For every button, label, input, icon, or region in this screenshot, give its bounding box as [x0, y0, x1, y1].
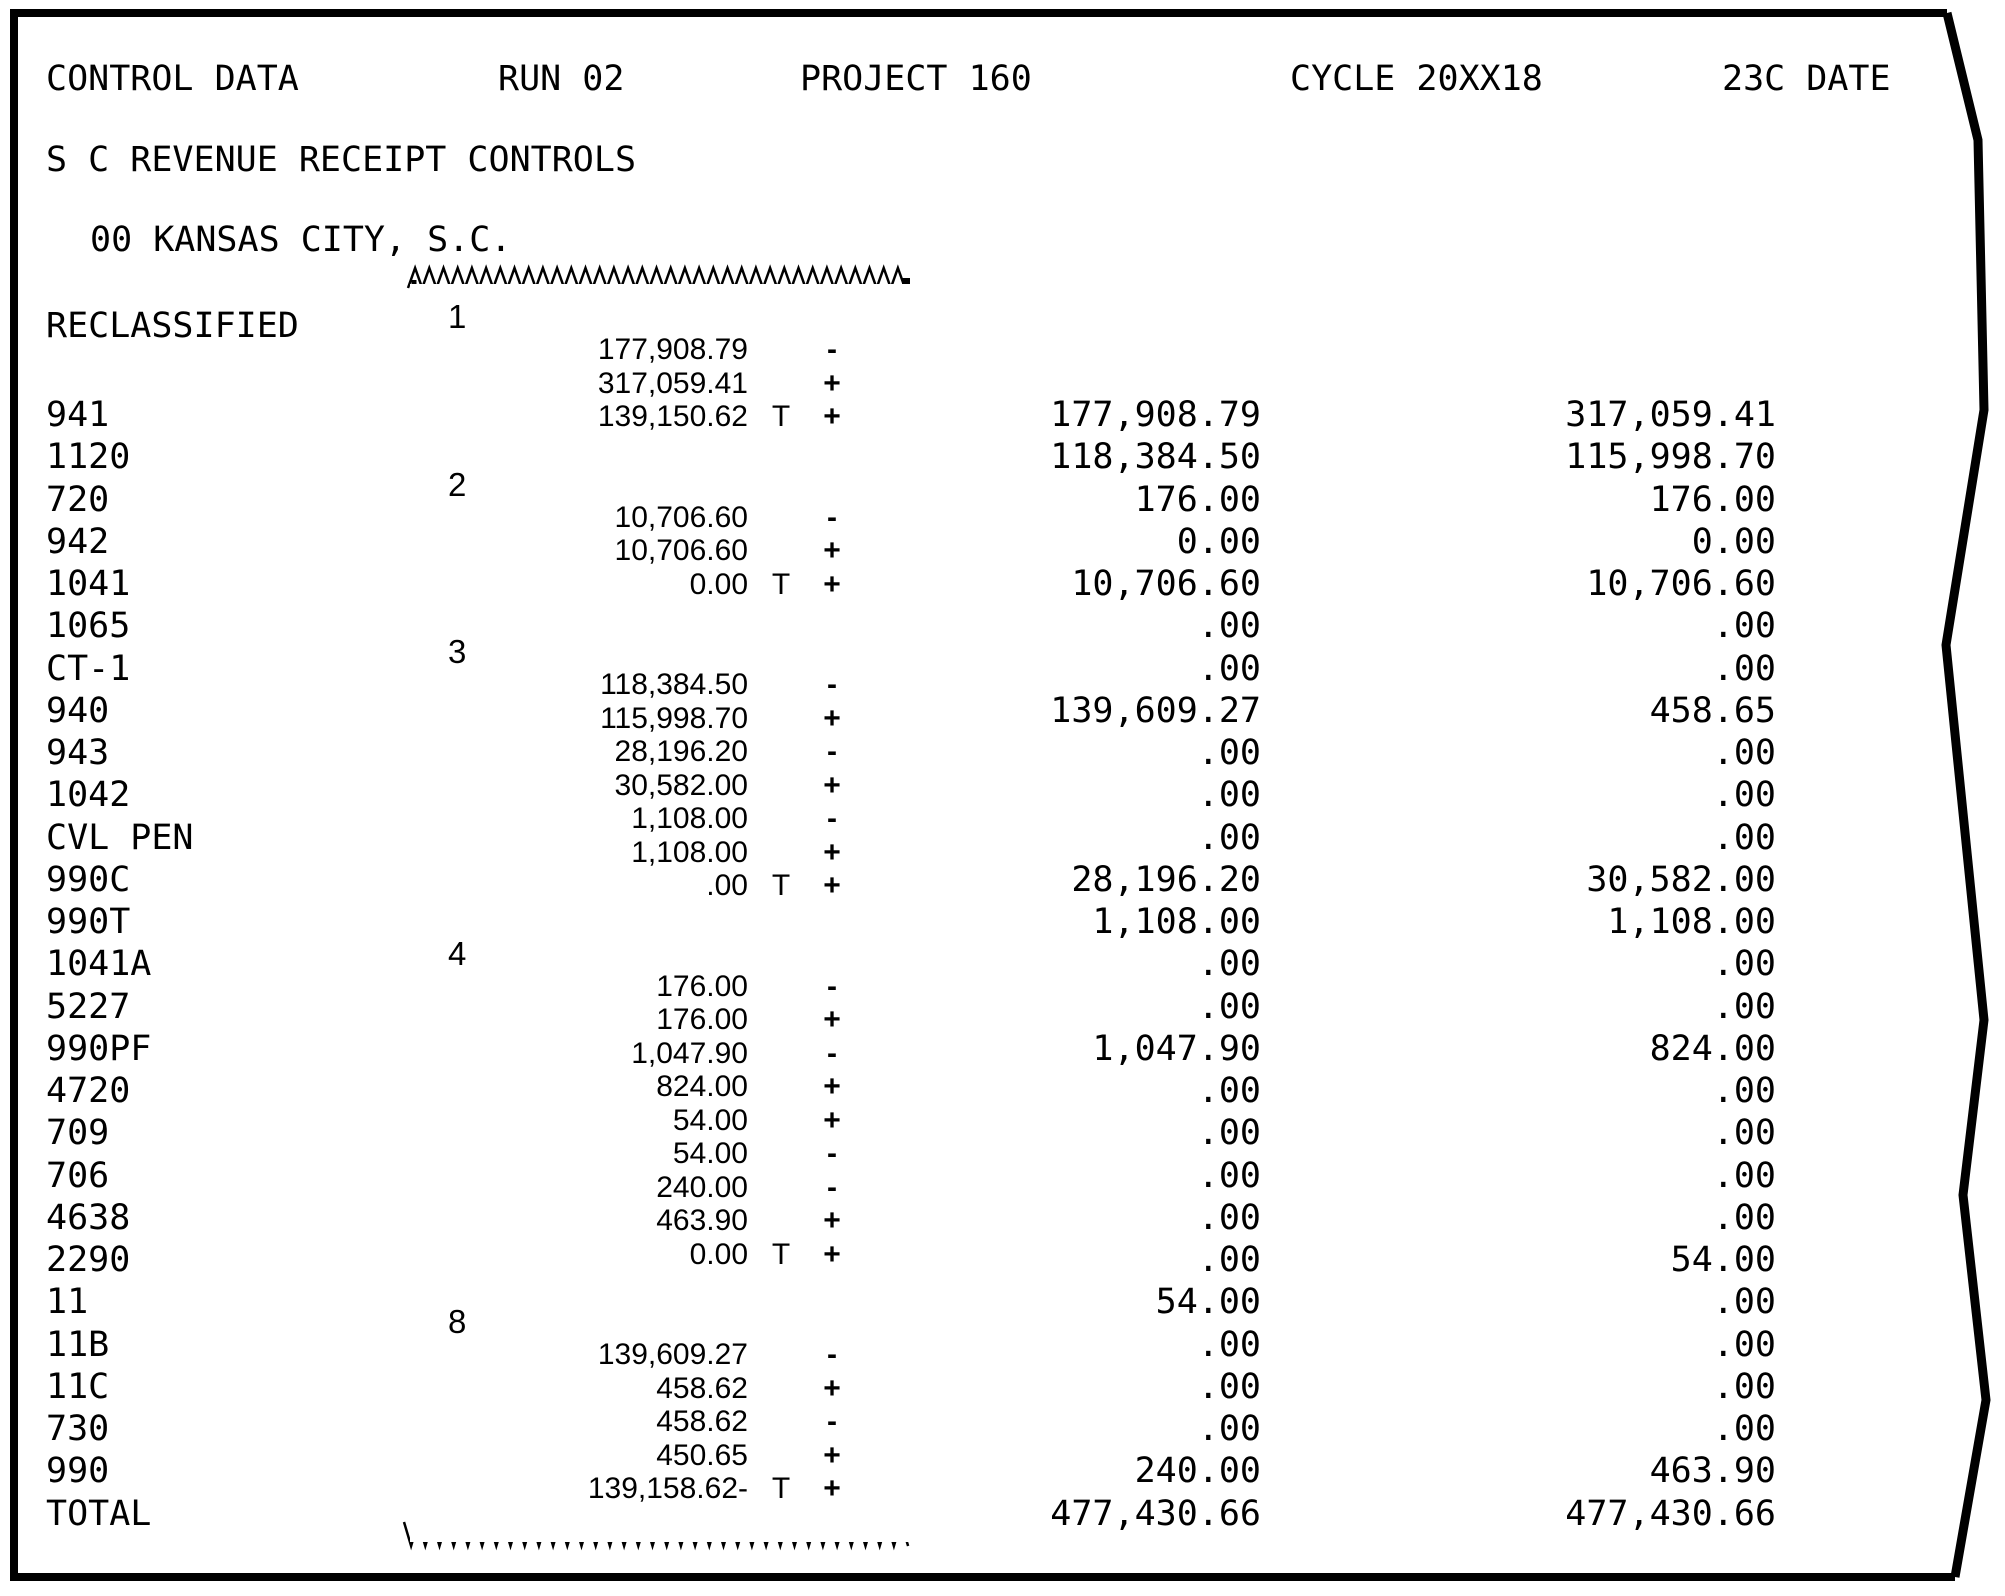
table-row-label: 1065 [46, 606, 131, 646]
tape-entry-line [410, 401, 910, 435]
tape-amount: 30,582.00 [614, 768, 748, 802]
table-row-label: RECLASSIFIED [46, 306, 299, 346]
table-amount-col2: .00 [1712, 1156, 1776, 1196]
table-row-label: 1042 [46, 775, 131, 815]
tape-entry-line [410, 367, 910, 401]
tape-sign: + [823, 1003, 841, 1037]
table-row-label: 941 [46, 395, 110, 435]
tape-amount: 458.62 [656, 1371, 748, 1405]
tape-sign: - [827, 333, 837, 367]
tape-total-marker: T [771, 1472, 791, 1506]
table-row-label: 942 [46, 522, 110, 562]
table-amount-col1: .00 [1197, 1198, 1261, 1238]
table-amount-col2: .00 [1712, 1282, 1776, 1322]
tape-amount: 1,108.00 [631, 835, 748, 869]
tape-amount: 824.00 [656, 1070, 748, 1104]
tape-sign: + [823, 1070, 841, 1104]
tape-gap [410, 1272, 910, 1306]
tape-amount: 139,150.62 [597, 400, 748, 434]
tape-sign: - [827, 969, 837, 1003]
tape-entry-line [410, 1372, 910, 1406]
tape-sign: + [823, 366, 841, 400]
table-row-label: TOTAL [46, 1494, 152, 1534]
tape-amount: 115,998.70 [600, 701, 748, 735]
tape-sign: - [827, 735, 837, 769]
table-amount-col2: .00 [1712, 649, 1776, 689]
tape-section-number: 1 [448, 298, 467, 335]
tape-entry-line [410, 803, 910, 837]
table-row-label: 1041 [46, 564, 131, 604]
table-amount-col2: .00 [1712, 1113, 1776, 1153]
tape-amount: 176.00 [656, 1003, 748, 1037]
table-row-label: 11B [46, 1325, 110, 1365]
tape-entry-line [410, 334, 910, 368]
table-row-label: 11 [46, 1282, 89, 1322]
report-title: S C REVENUE RECEIPT CONTROLS [46, 140, 637, 180]
table-row-label: 1041A [46, 944, 152, 984]
table-amount-col2: 463.90 [1649, 1451, 1776, 1491]
table-amount-col1: 176.00 [1134, 480, 1261, 520]
table-row-label: 4720 [46, 1071, 131, 1111]
tape-entry-line [410, 1339, 910, 1373]
table-amount-col2: .00 [1712, 1367, 1776, 1407]
table-amount-col2: .00 [1712, 1071, 1776, 1111]
table-amount-col1: .00 [1197, 987, 1261, 1027]
tape-amount: 139,609.27 [597, 1338, 748, 1372]
table-amount-col2: .00 [1712, 775, 1776, 815]
tape-entry-line [410, 1205, 910, 1239]
tape-entry-line [410, 870, 910, 904]
header-run-number: RUN 02 [498, 59, 625, 99]
tape-entry-line [410, 1071, 910, 1105]
table-row-label: 709 [46, 1113, 110, 1153]
table-amount-col2: .00 [1712, 1409, 1776, 1449]
table-amount-col2: 10,706.60 [1586, 564, 1776, 604]
table-row-label: 990PF [46, 1029, 152, 1069]
tape-sign: + [823, 400, 841, 434]
table-amount-col2: 54.00 [1670, 1240, 1776, 1280]
tape-amount: 1,047.90 [631, 1036, 748, 1070]
table-row-label: 5227 [46, 987, 131, 1027]
table-amount-col2: 824.00 [1649, 1029, 1776, 1069]
tape-amount: 458.62 [656, 1405, 748, 1439]
tape-entry-line [410, 1473, 910, 1507]
table-amount-col2: 317,059.41 [1565, 395, 1776, 435]
table-amount-col2: .00 [1712, 606, 1776, 646]
tape-amount: 450.65 [656, 1438, 748, 1472]
tape-sign: - [827, 1036, 837, 1070]
table-row-label: CT-1 [46, 649, 131, 689]
tape-amount: 10,706.60 [614, 534, 748, 568]
table-amount-col2: .00 [1712, 733, 1776, 773]
header-system-name: CONTROL DATA [46, 59, 299, 99]
tape-entry-line [410, 1171, 910, 1205]
tape-amount: 177,908.79 [597, 333, 748, 367]
tape-sign: + [823, 835, 841, 869]
table-amount-col1: 118,384.50 [1050, 437, 1261, 477]
tape-entry-line [410, 1406, 910, 1440]
tape-amount: 317,059.41 [597, 366, 748, 400]
table-row-label: 4638 [46, 1198, 131, 1238]
table-row-label: 730 [46, 1409, 110, 1449]
table-row-label: 943 [46, 733, 110, 773]
tape-amount: 176.00 [656, 969, 748, 1003]
table-row-label: 706 [46, 1156, 110, 1196]
table-amount-col1: 1,047.90 [1092, 1029, 1261, 1069]
table-amount-col2: .00 [1712, 1198, 1776, 1238]
tape-sign: + [823, 768, 841, 802]
table-amount-col1: .00 [1197, 775, 1261, 815]
table-amount-col1: 240.00 [1134, 1451, 1261, 1491]
table-amount-col2: 458.65 [1649, 691, 1776, 731]
tape-entry-line [410, 702, 910, 736]
tape-entry-line [410, 1238, 910, 1272]
torn-paper-edge [1946, 13, 1986, 1577]
table-row-label: 2290 [46, 1240, 131, 1280]
tape-entry-line [410, 836, 910, 870]
tape-entry-line [410, 535, 910, 569]
tape-sign: + [823, 701, 841, 735]
table-amount-col1: .00 [1197, 733, 1261, 773]
table-row-label: 990C [46, 860, 131, 900]
table-amount-col1: .00 [1197, 818, 1261, 858]
tape-amount: 118,384.50 [600, 668, 748, 702]
tape-sign: + [823, 1103, 841, 1137]
tape-entry-line [410, 1004, 910, 1038]
tape-entry-line [410, 1439, 910, 1473]
tape-sign: - [827, 1170, 837, 1204]
tape-sign: + [823, 1204, 841, 1238]
header-date-label: 23C DATE [1722, 59, 1891, 99]
tape-total-marker: T [771, 567, 791, 601]
tape-section-number: 2 [448, 465, 467, 503]
tape-entry-line [410, 736, 910, 770]
table-row-label: 990T [46, 902, 131, 942]
table-amount-col2: 30,582.00 [1586, 860, 1776, 900]
tape-amount: 240.00 [656, 1170, 748, 1204]
tape-sign: + [823, 1237, 841, 1271]
table-amount-col1: .00 [1197, 1367, 1261, 1407]
tape-gap [410, 434, 910, 468]
tape-amount: 0.00 [689, 567, 748, 601]
table-amount-col1: 477,430.66 [1050, 1494, 1261, 1534]
table-amount-col1: 177,908.79 [1050, 395, 1261, 435]
tape-sign: + [823, 1371, 841, 1405]
tape-amount: 54.00 [672, 1103, 748, 1137]
tape-amount: 1,108.00 [631, 802, 748, 836]
tape-section-number: 3 [448, 633, 467, 670]
tape-amount: 463.90 [656, 1204, 748, 1238]
table-amount-col1: .00 [1197, 1156, 1261, 1196]
table-amount-col2: 1,108.00 [1607, 902, 1776, 942]
tape-amount: 28,196.20 [614, 735, 748, 769]
table-row-label: 1120 [46, 437, 131, 477]
table-amount-col2: .00 [1712, 987, 1776, 1027]
header-cycle: CYCLE 20XX18 [1290, 59, 1543, 99]
tape-sign: - [827, 1405, 837, 1439]
table-amount-col1: 10,706.60 [1071, 564, 1261, 604]
table-amount-col1: 139,609.27 [1050, 691, 1261, 731]
tape-entry-line [410, 1037, 910, 1071]
table-amount-col1: 28,196.20 [1071, 860, 1261, 900]
tape-gap [410, 602, 910, 636]
tape-amount: .00 [706, 869, 748, 903]
table-amount-col1: .00 [1197, 1409, 1261, 1449]
header-project: PROJECT 160 [800, 59, 1032, 99]
tape-entry-line [410, 568, 910, 602]
table-amount-col2: 176.00 [1649, 480, 1776, 520]
table-row-label: CVL PEN [46, 818, 194, 858]
tape-amount: 0.00 [689, 1237, 748, 1271]
adding-machine-tape [410, 284, 910, 1542]
table-amount-col2: 0.00 [1691, 522, 1776, 562]
tape-sign: - [827, 1137, 837, 1171]
tape-sign: + [823, 567, 841, 601]
table-amount-col2: .00 [1712, 1325, 1776, 1365]
tape-sign: + [823, 1438, 841, 1472]
table-amount-col1: .00 [1197, 1113, 1261, 1153]
tape-sign: - [827, 668, 837, 702]
table-amount-col1: 1,108.00 [1092, 902, 1261, 942]
table-amount-col1: .00 [1197, 1071, 1261, 1111]
tape-gap [410, 903, 910, 937]
tape-amount: 54.00 [672, 1137, 748, 1171]
tape-section-number: 4 [448, 934, 467, 972]
table-row-label: 720 [46, 480, 110, 520]
table-amount-col2: 115,998.70 [1565, 437, 1776, 477]
tape-gap [410, 1506, 910, 1540]
tape-total-marker: T [771, 400, 791, 434]
tape-sign: - [827, 802, 837, 836]
tape-sign: - [827, 1338, 837, 1372]
table-row-label: 990 [46, 1451, 110, 1491]
table-amount-col1: .00 [1197, 1325, 1261, 1365]
table-row-label: 11C [46, 1367, 110, 1407]
tape-entry-line [410, 669, 910, 703]
table-amount-col2: 477,430.66 [1565, 1494, 1776, 1534]
tape-amount: 10,706.60 [614, 500, 748, 534]
table-amount-col1: 54.00 [1155, 1282, 1261, 1322]
table-row-label: 940 [46, 691, 110, 731]
table-amount-col1: .00 [1197, 1240, 1261, 1280]
tape-entry-line [410, 970, 910, 1004]
table-amount-col2: .00 [1712, 944, 1776, 984]
tape-sign: - [827, 500, 837, 534]
tape-entry-line [410, 501, 910, 535]
tape-sign: + [823, 869, 841, 903]
tape-total-marker: T [771, 869, 791, 903]
table-amount-col1: 0.00 [1176, 522, 1261, 562]
table-amount-col2: .00 [1712, 818, 1776, 858]
tape-entry-line [410, 1104, 910, 1138]
tape-amount: 139,158.62- [587, 1472, 748, 1506]
tape-entry-line [410, 769, 910, 803]
tape-total-marker: T [771, 1237, 791, 1271]
tape-section-number: 8 [448, 1303, 467, 1340]
tape-entry-line [410, 1138, 910, 1172]
office-line: 00 KANSAS CITY, S.C. [90, 220, 512, 260]
table-amount-col1: .00 [1197, 649, 1261, 689]
table-amount-col1: .00 [1197, 944, 1261, 984]
tape-sign: + [823, 534, 841, 568]
tape-sign: + [823, 1472, 841, 1506]
table-amount-col1: .00 [1197, 606, 1261, 646]
